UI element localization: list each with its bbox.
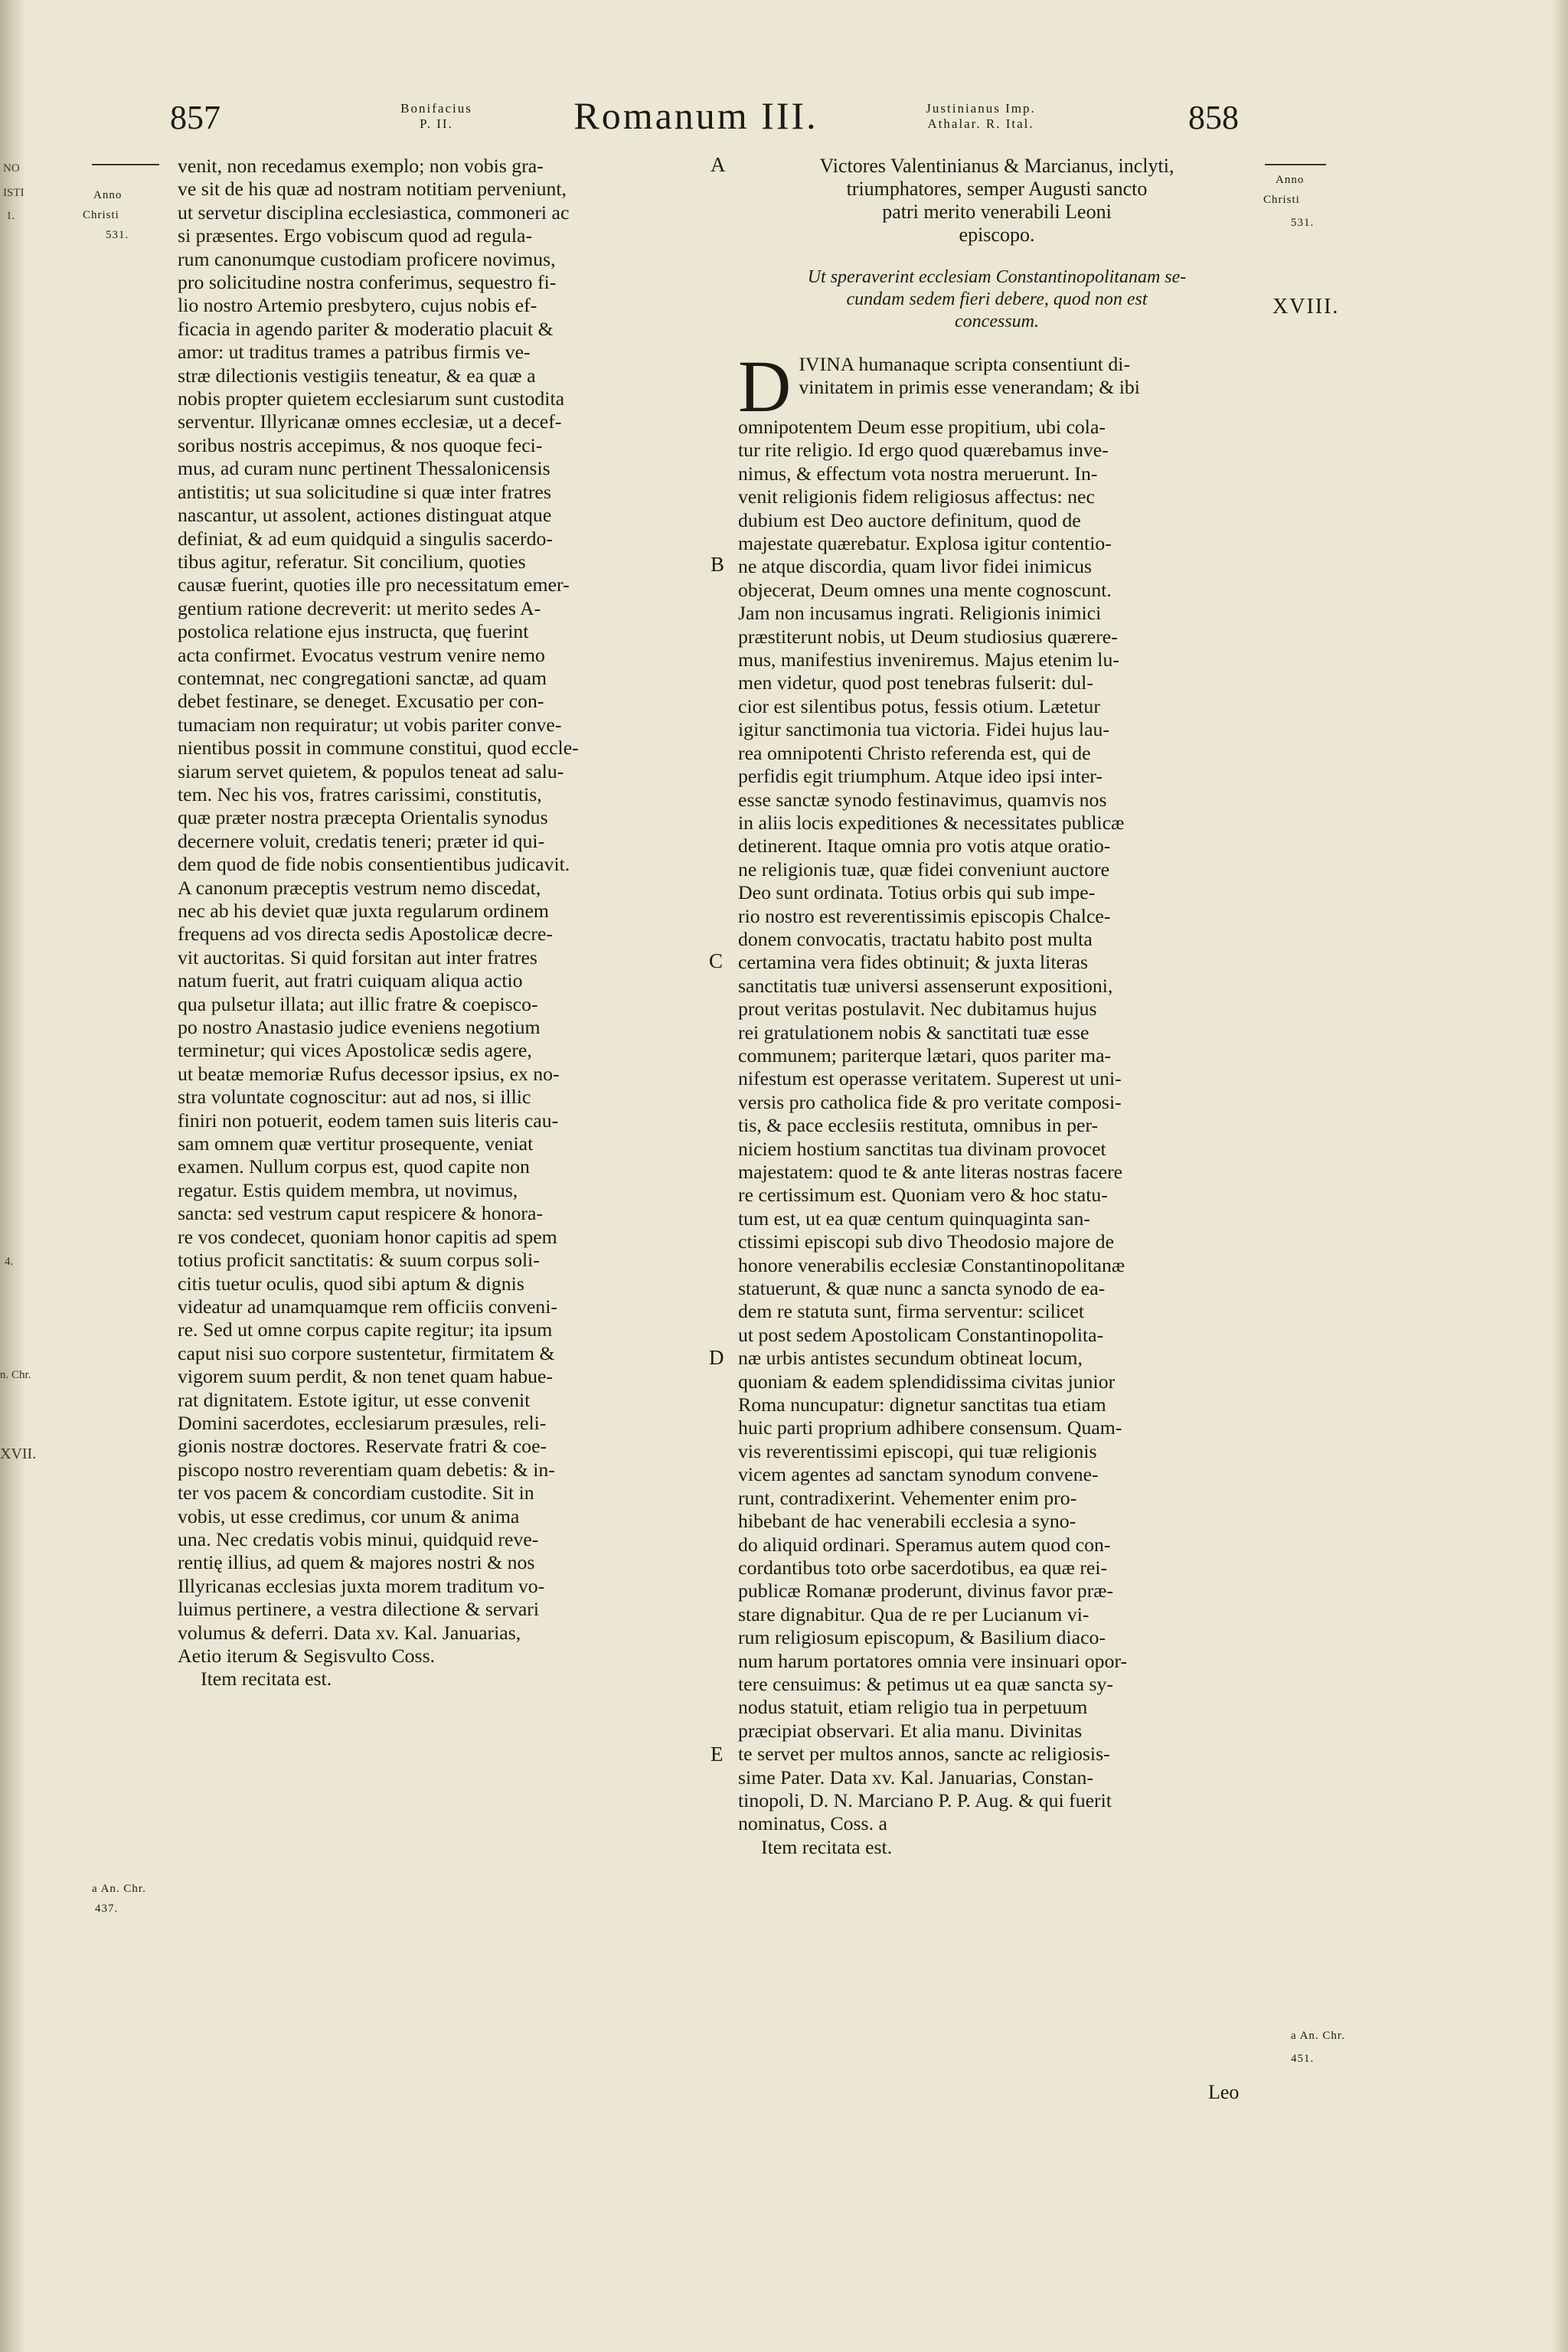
margin-year: 531. (106, 229, 129, 241)
text-line: dem re statuta sunt, firma serventur: scilicet (738, 1300, 1085, 1323)
text-line: runt, contradixerint. Vehementer enim pro- (738, 1486, 1077, 1509)
text-line: præcipiat observari. Et alia manu. Divinitas (738, 1719, 1083, 1742)
text-line: examen. Nullum corpus est, quod capite non (178, 1155, 530, 1178)
text-line: prout veritas postulavit. Nec dubitamus hujus (738, 998, 1097, 1021)
edge-fragment: NO (3, 162, 20, 175)
text-line: tum est, ut ea quæ centum quinquaginta san- (738, 1207, 1090, 1230)
text-line: tumaciam non requiratur; ut vobis pariter conve- (178, 713, 562, 736)
text-line: A canonum præceptis vestrum nemo discedat, (178, 876, 541, 899)
text-line: tur rite religio. Id ergo quod quærebamus inve- (738, 439, 1109, 462)
text-line: ut post sedem Apostolicam Constantinopolita- (738, 1323, 1104, 1346)
text-line: regatur. Estis quidem membra, ut novimus, (178, 1178, 518, 1201)
text-line: pro solicitudine nostra conferimus, sequestro fi- (178, 271, 557, 294)
text-line: quæ præter nostra præcepta Orientalis synodus (178, 806, 548, 829)
text-line: stræ dilectionis vestigiis teneatur, & ea quæ a (178, 364, 536, 387)
page-title: Romanum III. (573, 94, 818, 137)
text-line: nec ab his deviet quæ juxta regularum ordinem (178, 900, 549, 922)
text-line: rentię illius, ad quem & majores nostri & nos (178, 1551, 535, 1574)
drop-cap: D (738, 345, 792, 427)
text-line: vicem agentes ad sanctam synodum convene- (738, 1463, 1099, 1486)
margin-rule (92, 164, 159, 165)
text-line: do aliquid ordinari. Speramus autem quod con- (738, 1533, 1111, 1556)
text-line: decernere voluit, credatis teneri; præter id qui- (178, 829, 545, 852)
text-line: volumus & deferri. Data xv. Kal. Januarias, (178, 1621, 521, 1644)
text-line: versis pro catholica fide & pro veritate composi- (738, 1090, 1122, 1113)
text-line: rei gratulationem nobis & sanctitati tuæ esse (738, 1021, 1089, 1044)
text-line: triumphatores, semper Augusti sancto (846, 178, 1148, 200)
text-line: rea omnipotenti Christo referenda est, qui de (738, 741, 1091, 764)
text-line: cundam sedem fieri debere, quod non est (846, 289, 1148, 309)
left-page-number: 857 (170, 99, 220, 136)
text-line: ctissimi episcopi sub divo Theodosio majore de (738, 1230, 1115, 1253)
edge-fragment: 1. (6, 210, 15, 222)
text-line: publicæ Romanæ proderunt, divinus favor præ- (738, 1579, 1114, 1602)
margin-rule (1265, 164, 1326, 165)
left-text-column (178, 155, 706, 1691)
text-line: siarum servet quietem, & populos teneat ad salu- (178, 760, 564, 782)
text-line: men videtur, quod post tenebras fulserit: dul- (738, 671, 1093, 694)
text-line: Roma nuncupatur: dignetur sanctitas tua etiam (738, 1393, 1106, 1416)
text-line: terminetur; qui vices Apostolicæ sedis agere, (178, 1039, 532, 1062)
right-running-head: Justinianus Imp. Athalar. R. Ital. (926, 101, 1036, 131)
text-line: sime Pater. Data xv. Kal. Januarias, Constan- (738, 1766, 1093, 1788)
text-line: detinerent. Itaque omnia pro votis atque oratio- (738, 835, 1111, 858)
text-line: honore venerabilis ecclesiæ Constantinopolitanæ (738, 1253, 1125, 1276)
text-line: vinitatem in primis esse venerandam; & ibi (799, 376, 1140, 399)
text-line: po nostro Anastasio judice eveniens negotium (178, 1016, 541, 1039)
text-line: serventur. Illyricanæ omnes ecclesiæ, ut a decef- (178, 410, 562, 433)
text-line: rat dignitatem. Estote igitur, ut esse convenit (178, 1388, 531, 1411)
text-line: nifestum est operasse veritatem. Superest ut uni- (738, 1067, 1122, 1090)
text-line: frequens ad vos directa sedis Apostolicæ decre- (178, 923, 553, 946)
text-line: tem. Nec his vos, fratres carissimi, constitutis, (178, 782, 542, 805)
margin-christi-label: Christi (1263, 194, 1300, 206)
text-line: causæ fuerint, quoties ille pro necessitatum emer- (178, 573, 570, 596)
text-line: ve sit de his quæ ad nostram notitiam perveniunt, (178, 178, 567, 201)
text-line: vis reverentissimi episcopi, qui tuæ religionis (738, 1439, 1097, 1462)
text-line: donem convocatis, tractatu habito post multa (738, 927, 1093, 950)
text-line: Ut speraverint ecclesiam Constantinopolitanam se- (807, 267, 1187, 287)
right-page-number: 858 (1188, 99, 1239, 136)
footnote-mark: a An. Chr. (1291, 2030, 1345, 2042)
text-line: nobis propter quietem ecclesiarum sunt custodita (178, 387, 565, 410)
text-line: nominatus, Coss. a (738, 1812, 887, 1835)
text-line: ne religionis tuæ, quæ fidei conveniunt auctore (738, 858, 1110, 880)
section-letter-a: A (710, 153, 726, 176)
letter-body (738, 416, 1256, 1859)
text-line: in aliis locis expeditiones & necessitates publicæ (738, 811, 1125, 834)
text-line: totius proficit sanctitatis: & suum corpus soli- (178, 1249, 540, 1272)
text-line: esse sanctæ synodo festinavimus, quamvis nos (738, 788, 1107, 811)
letter-address (738, 155, 1256, 247)
footnote-year: 437. (95, 1903, 119, 1915)
text-line: dem quod de fide nobis consentientibus judicavit. (178, 853, 570, 876)
text-line: te servet per multos annos, sancte ac religiosis- (738, 1743, 1110, 1766)
section-letter-b: B (710, 553, 725, 576)
text-line: næ urbis antistes secundum obtineat locum, (738, 1347, 1083, 1370)
edge-fragment: 4. (5, 1256, 14, 1268)
edge-fragment: ISTI (3, 187, 24, 199)
text-line: qua pulsetur illata; aut illic fratre & coepisco- (178, 992, 538, 1015)
text-line: ut beatæ memoriæ Rufus decessor ipsius, ex no- (178, 1062, 560, 1085)
text-line: Aetio iterum & Segisvulto Coss. (178, 1645, 436, 1667)
text-line: Victores Valentinianus & Marcianus, inclyti, (819, 155, 1174, 177)
text-line: quoniam & eadem splendidissima civitas junior (738, 1370, 1116, 1393)
text-line: huic parti proprium adhibere consensum. Quam- (738, 1416, 1122, 1439)
section-number: XVIII. (1272, 295, 1340, 318)
text-line: episcopo. (959, 224, 1035, 246)
text-line: Jam non incusamus ingrati. Religionis inimici (738, 602, 1102, 625)
text-line: hibebant de hac venerabili ecclesia a syno- (738, 1510, 1076, 1533)
text-line: re vos condecet, quoniam honor capitis ad spem (178, 1225, 557, 1248)
text-line: si præsentes. Ergo vobiscum quod ad regula- (178, 224, 533, 247)
edge-fragment: XVII. (0, 1446, 37, 1462)
opening-lines (738, 353, 1256, 400)
text-line: sancta: sed vestrum caput respicere & honora- (178, 1202, 544, 1225)
text-line: re certissimum est. Quoniam vero & hoc statu- (738, 1184, 1108, 1207)
text-line: ut servetur disciplina ecclesiastica, commoneri ac (178, 201, 570, 224)
catchword: Leo (1208, 2081, 1240, 2103)
text-line: mus, manifestius inveniremus. Majus etenim lu- (738, 648, 1119, 671)
text-line: gionis nostræ doctores. Reservate fratri & coe- (178, 1435, 547, 1458)
text-line: num harum portatores omnia vere insinuari opor- (738, 1649, 1128, 1672)
text-line: Item recitata est. (761, 1835, 893, 1858)
text-line: patri merito venerabili Leoni (882, 201, 1112, 223)
margin-anno-label: Anno (1276, 174, 1305, 186)
text-line: antistitis; ut sua solicitudine si quæ inter fratres (178, 480, 551, 503)
text-line: rum canonumque custodiam proficere novimus, (178, 247, 556, 270)
text-line: acta confirmet. Evocatus vestrum venire nemo (178, 643, 545, 666)
text-line: finiri non potuerit, eodem tamen suis literis cau- (178, 1109, 559, 1132)
text-line: præstiterunt nobis, ut Deum studiosius quærere- (738, 625, 1118, 648)
text-line: videatur ad unamquamque rem officiis conveni- (178, 1295, 557, 1318)
text-line: debet festinare, se deneget. Excusatio per con- (178, 690, 544, 713)
margin-year: 531. (1291, 217, 1315, 229)
text-line: nodus statuit, etiam religio tua in perpetuum (738, 1696, 1088, 1719)
text-line: tinopoli, D. N. Marciano P. P. Aug. & qui fuerit (738, 1788, 1112, 1811)
text-line: objecerat, Deum omnes una mente cognoscunt. (738, 578, 1112, 601)
text-line: omnipotentem Deum esse propitium, ubi cola- (738, 416, 1106, 438)
text-line: vobis, ut esse credimus, cor unum & anima (178, 1504, 520, 1527)
text-line: Illyricanas ecclesias juxta morem traditum vo- (178, 1574, 545, 1597)
text-line: perfidis egit triumphum. Atque ideo ipsi inter- (738, 765, 1102, 788)
left-running-head: Bonifacius P. II. (400, 101, 472, 131)
text-line: amor: ut traditus trames a patribus firmis ve- (178, 341, 531, 364)
text-line: Deo sunt ordinata. Totius orbis qui sub impe- (738, 881, 1096, 904)
text-line: una. Nec credatis vobis minui, quidquid reve- (178, 1527, 539, 1550)
edge-fragment: n. Chr. (0, 1369, 31, 1381)
text-line: Domini sacerdotes, ecclesiarum præsules, reli- (178, 1411, 547, 1434)
text-line: cordantibus toto orbe sacerdotibus, ea quæ rei- (738, 1556, 1108, 1579)
text-line: ter vos pacem & concordiam custodite. Sit in (178, 1481, 534, 1504)
letter-rubric (738, 266, 1256, 333)
text-line: caput nisi suo corpore sustentetur, firmitatem & (178, 1341, 555, 1364)
text-line: citis tuetur oculis, quod sibi aptum & dignis (178, 1272, 524, 1295)
margin-anno-label: Anno (93, 189, 122, 201)
text-line: nimus, & effectum vota nostra meruerunt. In- (738, 462, 1098, 485)
text-line: dubium est Deo auctore definitum, quod de (738, 508, 1081, 531)
text-line: niciem hostium sanctitas tua divinam provocet (738, 1137, 1106, 1160)
text-line: tis, & pace ecclesiis restituta, omnibus in per- (738, 1114, 1099, 1137)
text-line: communem; pariterque lætari, quos pariter ma- (738, 1044, 1112, 1067)
footnote-year: 451. (1291, 2053, 1315, 2065)
text-line: venit religionis fidem religiosus affectus: nec (738, 485, 1095, 508)
text-line: soribus nostris accepimus, & nos quoque feci- (178, 433, 543, 456)
text-line: contemnat, nec congregationi sanctæ, ad quam (178, 666, 547, 689)
text-line: stare dignabitur. Qua de re per Lucianum vi- (738, 1602, 1089, 1625)
text-line: rio nostro est reverentissimis episcopis Chalce- (738, 904, 1111, 927)
section-letter-d: D (709, 1346, 724, 1369)
page-edge-shadow (1551, 0, 1568, 2352)
text-line: Item recitata est. (201, 1668, 332, 1690)
text-line: definiat, & ad eum quidquid a singulis sacerdo- (178, 527, 554, 550)
text-line: sam omnem quæ vertitur prosequente, veniat (178, 1132, 534, 1155)
text-line: ne atque discordia, quam livor fidei inimicus (738, 555, 1093, 578)
text-line: tibus agitur, referatur. Sit concilium, quoties (178, 550, 526, 573)
text-line: venit, non recedamus exemplo; non vobis gra- (178, 155, 544, 177)
text-line: rum religiosum episcopum, & Basilium diaco- (738, 1626, 1106, 1649)
text-line: stra voluntate cognoscitur: aut ad nos, si illic (178, 1086, 531, 1109)
book-gutter-shadow (0, 0, 26, 2352)
text-line: lio nostro Artemio presbytero, cujus nobis ef- (178, 294, 537, 317)
text-line: vit auctoritas. Si quid forsitan aut inter fratres (178, 946, 537, 969)
text-line: mus, ad curam nunc pertinent Thessalonicensis (178, 457, 550, 480)
text-line: luimus pertinere, a vestra dilectione & servari (178, 1598, 540, 1621)
text-line: certamina vera fides obtinuit; & juxta literas (738, 951, 1089, 974)
margin-christi-label: Christi (83, 209, 119, 221)
section-letter-c: C (709, 949, 724, 972)
text-line: cior est silentibus potus, fessis otium. Lætetur (738, 694, 1100, 717)
text-line: ficacia in agendo pariter & moderatio placuit & (178, 317, 554, 340)
text-line: sanctitatis tuæ universi assenserunt expositioni, (738, 974, 1113, 997)
text-line: majestate quærebatur. Explosa igitur contentio- (738, 532, 1112, 555)
text-line: tere censuimus: & petimus ut ea quæ sancta sy- (738, 1672, 1114, 1695)
text-line: gentium ratione decreverit: ut merito sedes A- (178, 596, 541, 619)
text-line: piscopo nostro reverentiam quam debetis: & in- (178, 1458, 555, 1481)
text-line: vigorem suum perdit, & non tenet quam habue- (178, 1365, 554, 1388)
section-letter-e: E (710, 1743, 724, 1766)
text-line: nientibus possit in commune constitui, quod eccle- (178, 737, 579, 760)
text-line: concessum. (955, 312, 1039, 332)
text-line: postolica relatione ejus instructa, quę fuerint (178, 620, 529, 643)
text-line: re. Sed ut omne corpus capite regitur; ita ipsum (178, 1318, 553, 1341)
right-text-column (738, 155, 1256, 1859)
text-line: igitur sanctimonia tua victoria. Fidei hujus lau- (738, 718, 1110, 741)
text-line: majestatem: quod te & ante literas nostras facere (738, 1161, 1123, 1183)
text-line: natum fuerit, aut fratri cuiquam aliqua actio (178, 969, 523, 992)
footnote-mark: a An. Chr. (92, 1883, 146, 1895)
text-line: IVINA humanaque scripta consentiunt di- (799, 353, 1131, 375)
text-line: statuerunt, & quæ nunc a sancta synodo de ea- (738, 1277, 1106, 1300)
text-line: nascantur, ut assolent, actiones distinguat atque (178, 504, 552, 527)
